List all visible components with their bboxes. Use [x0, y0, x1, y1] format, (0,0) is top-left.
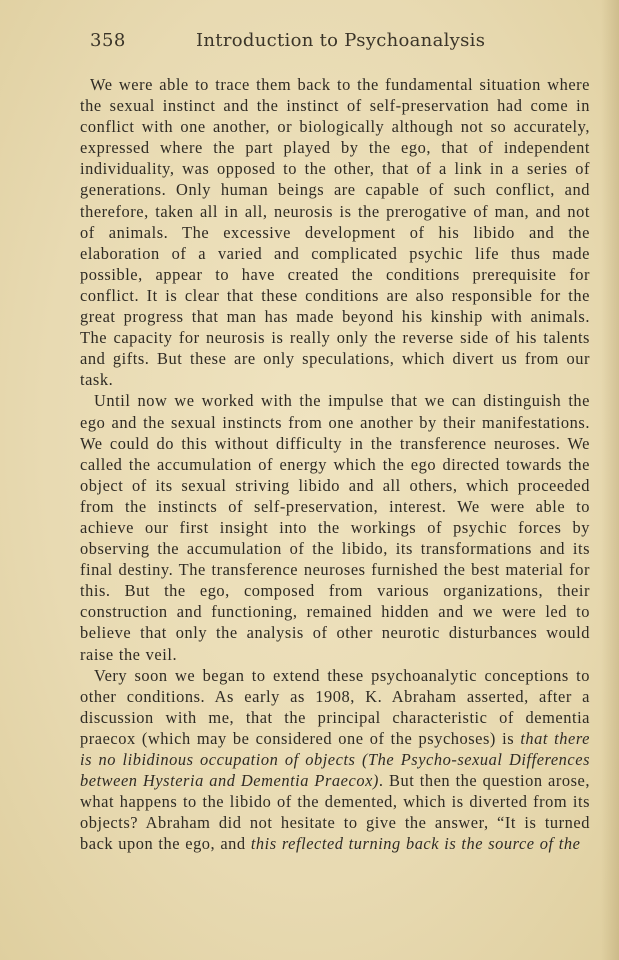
paragraph-3-text-b: . But then the question arose, what happens to the libido of the demented, which is diverted from its objects? Abraham did not hesitate to give the answer, “It is turned back upon the ego, and	[80, 771, 591, 854]
page-edge-shadow	[601, 0, 619, 960]
paragraph-3-text-a: Very soon we began to extend these psychoanalytic conceptions to other conditions. As early as 1908, K. Abraham asserted, after a discussion with me, that the principal characteristic of dementia praecox (which may be considered one of the psychoses) is	[80, 665, 590, 748]
paragraph-2	[80, 390, 590, 664]
running-head: Introduction to Psychoanalysis	[196, 30, 486, 51]
paragraph-2-text: Until now we worked with the impulse that we can distinguish the ego and the sexual instincts from one another by their manifestations. We could do this without difficulty in the transference neuroses. We called the accumulation of energy which the ego directed towards the object of its sexual striving libido and all others, which proceeded from the instincts of self-preservation, interest. We were able to achieve our first insight into the workings of psychic forces by observing the accumulation of the libido, its transformations and its final destiny. The transference neuroses furnished the best material for this. But the ego, composed from various organizations, their construction and functioning, remained hidden and we were led to believe that only the analysis of other neurotic disturbances would raise the veil.	[80, 391, 590, 664]
body-text	[80, 74, 590, 854]
paragraph-3-italic-a: that there is no libidinous occupation of objects (The Psycho-sexual Differences between Hysteria and Dementia Praecox)	[80, 728, 590, 791]
paragraph-1	[80, 74, 590, 390]
paragraph-3-italic-b: this reflected turning back is the source of the	[250, 834, 581, 854]
paragraph-1-text: We were able to trace them back to the fundamental situation where the sexual instinct and the instinct of self-preservation had come in conflict with one another, or biologically although not so accurately, expressed where the part played by the ego, that of independent individuality, was opposed to the other, that of a link in a series of generations. Only human beings are capable of such conflict, and therefore, taken all in all, neurosis is the prerogative of man, and not of animals. The excessive development of his libido and the elaboration of a varied and complicated psychic life thus made possible, appear to have created the conditions prerequisite for conflict. It is clear that these conditions are also responsible for the great progress that man has made beyond his kinship with animals. The capacity for neurosis is really only the reverse side of his talents and gifts. But these are only speculations, which divert us from our task.	[80, 75, 590, 390]
paragraph-3	[80, 665, 590, 855]
page-number: 358	[90, 30, 126, 51]
